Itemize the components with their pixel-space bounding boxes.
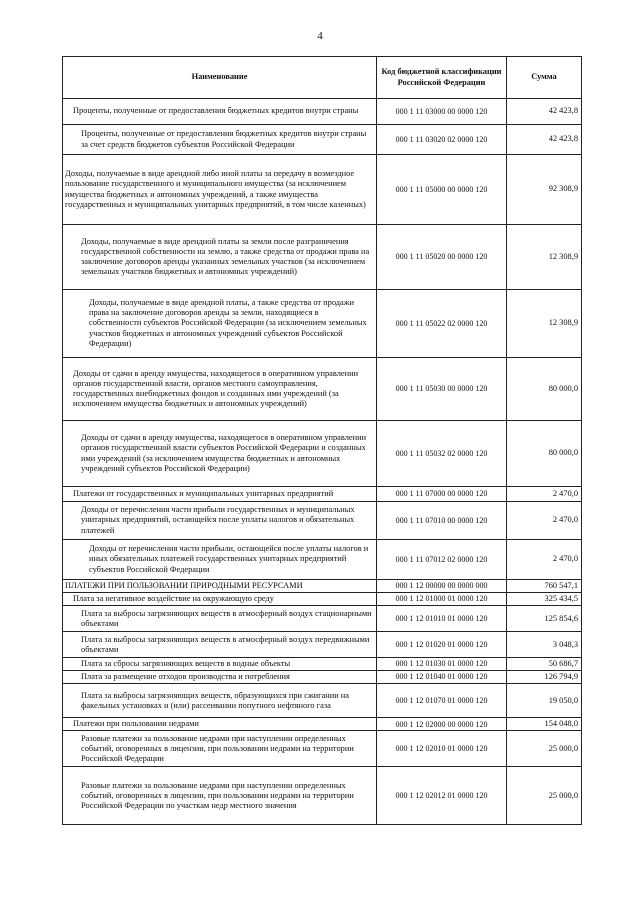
row-code: 000 1 12 02012 01 0000 120 — [377, 767, 507, 825]
table-row — [63, 540, 582, 580]
table-row — [63, 671, 582, 684]
row-sum: 12 308,9 — [507, 225, 582, 290]
header-sum: Сумма — [507, 57, 582, 99]
row-sum: 80 000,0 — [507, 421, 582, 487]
row-sum: 25 000,0 — [507, 731, 582, 767]
row-sum: 80 000,0 — [507, 358, 582, 421]
row-sum: 25 000,0 — [507, 767, 582, 825]
row-code: 000 1 11 07000 00 0000 120 — [377, 487, 507, 502]
row-name: Плата за выбросы загрязняющих веществ в атмосферный воздух стационарными объектами — [63, 606, 377, 632]
row-name: Платежи от государственных и муниципальных унитарных предприятий — [63, 487, 377, 502]
table-row — [63, 718, 582, 731]
table-row — [63, 358, 582, 421]
table-row — [63, 487, 582, 502]
row-name: Доходы от перечисления части прибыли государственных и муниципальных унитарных предприятий, остающейся после уплаты налогов и обязательных платежей — [63, 502, 377, 540]
row-sum: 2 470,0 — [507, 540, 582, 580]
table-row — [63, 290, 582, 358]
row-sum: 154 048,0 — [507, 718, 582, 731]
row-code: 000 1 12 00000 00 0000 000 — [377, 580, 507, 593]
row-name: Доходы от сдачи в аренду имущества, находящегося в оперативном управлении органов государственной власти субъектов Российской Федерации и созданных ими учреждений (за исключением имущества бюджетных и автономных учреждений субъектов Российской Федерации) — [63, 421, 377, 487]
row-sum: 126 794,9 — [507, 671, 582, 684]
row-sum: 92 308,9 — [507, 155, 582, 225]
row-code: 000 1 12 02010 01 0000 120 — [377, 731, 507, 767]
row-sum: 325 434,5 — [507, 593, 582, 606]
row-name: Доходы, получаемые в виде арендной платы, а также средства от продажи права на заключение договоров аренды за земли, находящиеся в собственности субъектов Российской Федерации (за исключением земельных участков бюджетных и автономных учреждений субъектов Российской Федерации) — [63, 290, 377, 358]
row-sum: 50 686,7 — [507, 658, 582, 671]
row-name: Разовые платежи за пользование недрами при наступлении определенных событий, оговоренных в лицензии, при пользовании недрами на территории Российской Федерации по участкам недр местного значения — [63, 767, 377, 825]
row-sum: 19 050,0 — [507, 684, 582, 718]
table-row — [63, 421, 582, 487]
page-number: 4 — [317, 30, 323, 42]
row-code: 000 1 12 01000 01 0000 120 — [377, 593, 507, 606]
row-name: Плата за выбросы загрязняющих веществ в атмосферный воздух передвижными объектами — [63, 632, 377, 658]
row-sum: 42 423,8 — [507, 125, 582, 155]
table-row — [63, 225, 582, 290]
row-name: Проценты, полученные от предоставления бюджетных кредитов внутри страны — [63, 99, 377, 125]
table-row — [63, 767, 582, 825]
row-name: Доходы от перечисления части прибыли, остающейся после уплаты налогов и иных обязательных платежей государственных унитарных предприятий субъектов Российской Федерации — [63, 540, 377, 580]
row-sum: 3 048,3 — [507, 632, 582, 658]
row-code: 000 1 11 03020 02 0000 120 — [377, 125, 507, 155]
table-row — [63, 684, 582, 718]
row-name: Плата за размещение отходов производства и потребления — [63, 671, 377, 684]
row-code: 000 1 11 03000 00 0000 120 — [377, 99, 507, 125]
table-row — [63, 731, 582, 767]
row-code: 000 1 12 01020 01 0000 120 — [377, 632, 507, 658]
row-code: 000 1 12 01040 01 0000 120 — [377, 671, 507, 684]
row-code: 000 1 12 02000 00 0000 120 — [377, 718, 507, 731]
table-row — [63, 580, 582, 593]
table-row — [63, 155, 582, 225]
row-name: Доходы от сдачи в аренду имущества, находящегося в оперативном управлении органов государственной власти, органов местного самоуправления, государственных внебюджетных фондов и созданных ими учреждений (за исключением имущества бюджетных и автономных учреждений) — [63, 358, 377, 421]
row-name: Проценты, полученные от предоставления бюджетных кредитов внутри страны за счет средств бюджетов субъектов Российской Федерации — [63, 125, 377, 155]
table-row — [63, 606, 582, 632]
row-name: Плата за сбросы загрязняющих веществ в водные объекты — [63, 658, 377, 671]
table-row — [63, 502, 582, 540]
row-name: ПЛАТЕЖИ ПРИ ПОЛЬЗОВАНИИ ПРИРОДНЫМИ РЕСУРСАМИ — [63, 580, 377, 593]
row-code: 000 1 12 01070 01 0000 120 — [377, 684, 507, 718]
table-body — [63, 99, 582, 825]
budget-table — [62, 56, 582, 825]
row-sum: 125 854,6 — [507, 606, 582, 632]
row-name: Плата за негативное воздействие на окружающую среду — [63, 593, 377, 606]
row-code: 000 1 11 05030 00 0000 120 — [377, 358, 507, 421]
row-code: 000 1 12 01010 01 0000 120 — [377, 606, 507, 632]
table-row — [63, 632, 582, 658]
table-header-row — [63, 57, 582, 99]
row-sum: 760 547,1 — [507, 580, 582, 593]
row-code: 000 1 11 07012 02 0000 120 — [377, 540, 507, 580]
row-code: 000 1 11 07010 00 0000 120 — [377, 502, 507, 540]
row-name: Разовые платежи за пользование недрами при наступлении определенных событий, оговоренных в лицензии, при пользовании недрами на территории Российской Федерации — [63, 731, 377, 767]
table-row — [63, 593, 582, 606]
row-name: Доходы, получаемые в виде арендной либо иной платы за передачу в возмездное пользование государственного и муниципального имущества (за исключением имущества бюджетных и автономных учреждений, а также имущества государственных и муниципальных унитарных предприятий, в том числе казенных) — [63, 155, 377, 225]
row-code: 000 1 11 05022 02 0000 120 — [377, 290, 507, 358]
row-code: 000 1 11 05020 00 0000 120 — [377, 225, 507, 290]
table-row — [63, 658, 582, 671]
row-sum: 2 470,0 — [507, 502, 582, 540]
table-row — [63, 99, 582, 125]
row-sum: 2 470,0 — [507, 487, 582, 502]
header-name: Наименование — [63, 57, 377, 99]
row-code: 000 1 12 01030 01 0000 120 — [377, 658, 507, 671]
table-row — [63, 125, 582, 155]
row-code: 000 1 11 05032 02 0000 120 — [377, 421, 507, 487]
row-sum: 12 308,9 — [507, 290, 582, 358]
row-code: 000 1 11 05000 00 0000 120 — [377, 155, 507, 225]
row-name: Доходы, получаемые в виде арендной платы за земли после разграничения государственной собственности на землю, а также средства от продажи права на заключение договоров аренды указанных земельных участков (за исключением земельных участков бюджетных и автономных учреждений) — [63, 225, 377, 290]
row-name: Платежи при пользовании недрами — [63, 718, 377, 731]
row-name: Плата за выбросы загрязняющих веществ, образующихся при сжигании на факельных установках и (или) рассеивании попутного нефтяного газа — [63, 684, 377, 718]
header-code: Код бюджетной классификации Российской Федерации — [377, 57, 507, 99]
row-sum: 42 423,8 — [507, 99, 582, 125]
